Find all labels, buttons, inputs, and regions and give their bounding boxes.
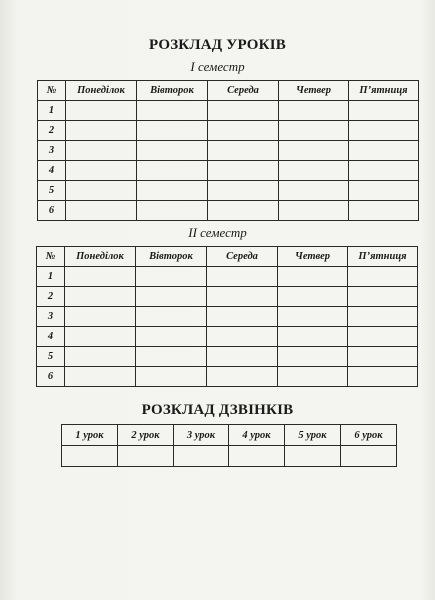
schedule-cell[interactable]: [136, 307, 207, 327]
semester-1-schedule-table: [37, 80, 419, 221]
schedule-cell[interactable]: [66, 161, 137, 181]
schedule-cell[interactable]: [279, 121, 349, 141]
schedule-cell[interactable]: [136, 347, 207, 367]
schedule-cell[interactable]: [278, 347, 348, 367]
table-row: [38, 101, 419, 121]
schedule-cell[interactable]: [65, 287, 136, 307]
bell-time-cell[interactable]: [118, 446, 174, 467]
header-thursday: Четвер: [278, 247, 348, 267]
schedule-cell[interactable]: [137, 181, 208, 201]
schedule-cell[interactable]: [348, 287, 418, 307]
bell-schedule-table: [61, 424, 397, 467]
bell-time-cell[interactable]: [174, 446, 229, 467]
table-header-row: [38, 81, 419, 101]
schedule-cell[interactable]: [279, 101, 349, 121]
schedule-cell[interactable]: [137, 121, 208, 141]
schedule-cell[interactable]: [208, 181, 279, 201]
schedule-cell[interactable]: [137, 161, 208, 181]
schedule-cell[interactable]: [66, 141, 137, 161]
schedule-cell[interactable]: [66, 121, 137, 141]
schedule-cell[interactable]: [66, 101, 137, 121]
schedule-cell[interactable]: [279, 201, 349, 221]
header-number: №: [38, 81, 66, 101]
row-number: 4: [37, 327, 65, 347]
table-header-row: [37, 247, 418, 267]
schedule-cell[interactable]: [278, 287, 348, 307]
header-tuesday: Вівторок: [137, 81, 208, 101]
row-number: 1: [38, 101, 66, 121]
schedule-cell[interactable]: [348, 347, 418, 367]
schedule-cell[interactable]: [349, 161, 419, 181]
schedule-cell[interactable]: [65, 267, 136, 287]
header-friday: П’ятниця: [348, 247, 418, 267]
header-lesson-1: 1 урок: [62, 425, 118, 446]
schedule-cell[interactable]: [207, 307, 278, 327]
header-monday: Понеділок: [65, 247, 136, 267]
bell-time-cell[interactable]: [285, 446, 341, 467]
header-lesson-2: 2 урок: [118, 425, 174, 446]
row-number: 6: [38, 201, 66, 221]
table-row: [37, 327, 418, 347]
schedule-cell[interactable]: [348, 267, 418, 287]
schedule-cell[interactable]: [65, 327, 136, 347]
table-row: [37, 267, 418, 287]
header-lesson-3: 3 урок: [174, 425, 229, 446]
table-row: [62, 446, 397, 467]
table-row: [37, 287, 418, 307]
table-row: [38, 201, 419, 221]
table-row: [38, 161, 419, 181]
bell-time-cell[interactable]: [229, 446, 285, 467]
table-row: [38, 181, 419, 201]
schedule-cell[interactable]: [349, 121, 419, 141]
schedule-cell[interactable]: [278, 307, 348, 327]
row-number: 1: [37, 267, 65, 287]
schedule-cell[interactable]: [65, 347, 136, 367]
row-number: 6: [37, 367, 65, 387]
schedule-cell[interactable]: [137, 201, 208, 221]
table-row: [37, 347, 418, 367]
row-number: 2: [37, 287, 65, 307]
header-lesson-6: 6 урок: [341, 425, 397, 446]
schedule-cell[interactable]: [207, 367, 278, 387]
schedule-cell[interactable]: [348, 307, 418, 327]
header-wednesday: Середа: [208, 81, 279, 101]
lesson-schedule-title: РОЗКЛАД УРОКІВ: [149, 37, 286, 53]
schedule-cell[interactable]: [66, 201, 137, 221]
schedule-cell[interactable]: [207, 327, 278, 347]
row-number: 3: [38, 141, 66, 161]
table-row: [37, 367, 418, 387]
row-number: 5: [38, 181, 66, 201]
schedule-cell[interactable]: [279, 141, 349, 161]
bell-schedule-title: РОЗКЛАД ДЗВІНКІВ: [141, 402, 294, 418]
table-row: [38, 141, 419, 161]
schedule-cell[interactable]: [279, 181, 349, 201]
semester-2-label: II семестр: [188, 225, 247, 240]
schedule-cell[interactable]: [136, 267, 207, 287]
schedule-cell[interactable]: [278, 327, 348, 347]
header-number: №: [37, 247, 65, 267]
schedule-cell[interactable]: [349, 141, 419, 161]
row-number: 3: [37, 307, 65, 327]
semester-2-schedule-table: [36, 246, 418, 387]
schedule-cell[interactable]: [207, 267, 278, 287]
schedule-cell[interactable]: [348, 367, 418, 387]
schedule-cell[interactable]: [208, 161, 279, 181]
schedule-cell[interactable]: [279, 161, 349, 181]
schedule-cell[interactable]: [137, 141, 208, 161]
header-lesson-5: 5 урок: [285, 425, 341, 446]
schedule-cell[interactable]: [136, 327, 207, 347]
schedule-cell[interactable]: [66, 181, 137, 201]
schedule-cell[interactable]: [208, 201, 279, 221]
header-friday: П’ятниця: [349, 81, 419, 101]
schedule-cell[interactable]: [349, 101, 419, 121]
schedule-cell[interactable]: [207, 347, 278, 367]
row-number: 4: [38, 161, 66, 181]
schedule-cell[interactable]: [207, 287, 278, 307]
schedule-cell[interactable]: [208, 121, 279, 141]
header-thursday: Четвер: [279, 81, 349, 101]
table-header-row: [62, 425, 397, 446]
schedule-cell[interactable]: [349, 201, 419, 221]
header-lesson-4: 4 урок: [229, 425, 285, 446]
schedule-cell[interactable]: [348, 327, 418, 347]
row-number: 5: [37, 347, 65, 367]
schedule-cell[interactable]: [278, 367, 348, 387]
schedule-cell[interactable]: [65, 367, 136, 387]
table-row: [38, 121, 419, 141]
semester-1-label: I семестр: [190, 59, 245, 74]
schedule-cell[interactable]: [137, 101, 208, 121]
header-monday: Понеділок: [66, 81, 137, 101]
header-wednesday: Середа: [207, 247, 278, 267]
row-number: 2: [38, 121, 66, 141]
schedule-cell[interactable]: [208, 101, 279, 121]
schedule-cell[interactable]: [136, 287, 207, 307]
table-row: [37, 307, 418, 327]
schedule-cell[interactable]: [208, 141, 279, 161]
schedule-cell[interactable]: [65, 307, 136, 327]
bell-time-cell[interactable]: [341, 446, 397, 467]
schedule-cell[interactable]: [278, 267, 348, 287]
schedule-cell[interactable]: [349, 181, 419, 201]
schedule-cell[interactable]: [136, 367, 207, 387]
bell-time-cell[interactable]: [62, 446, 118, 467]
header-tuesday: Вівторок: [136, 247, 207, 267]
